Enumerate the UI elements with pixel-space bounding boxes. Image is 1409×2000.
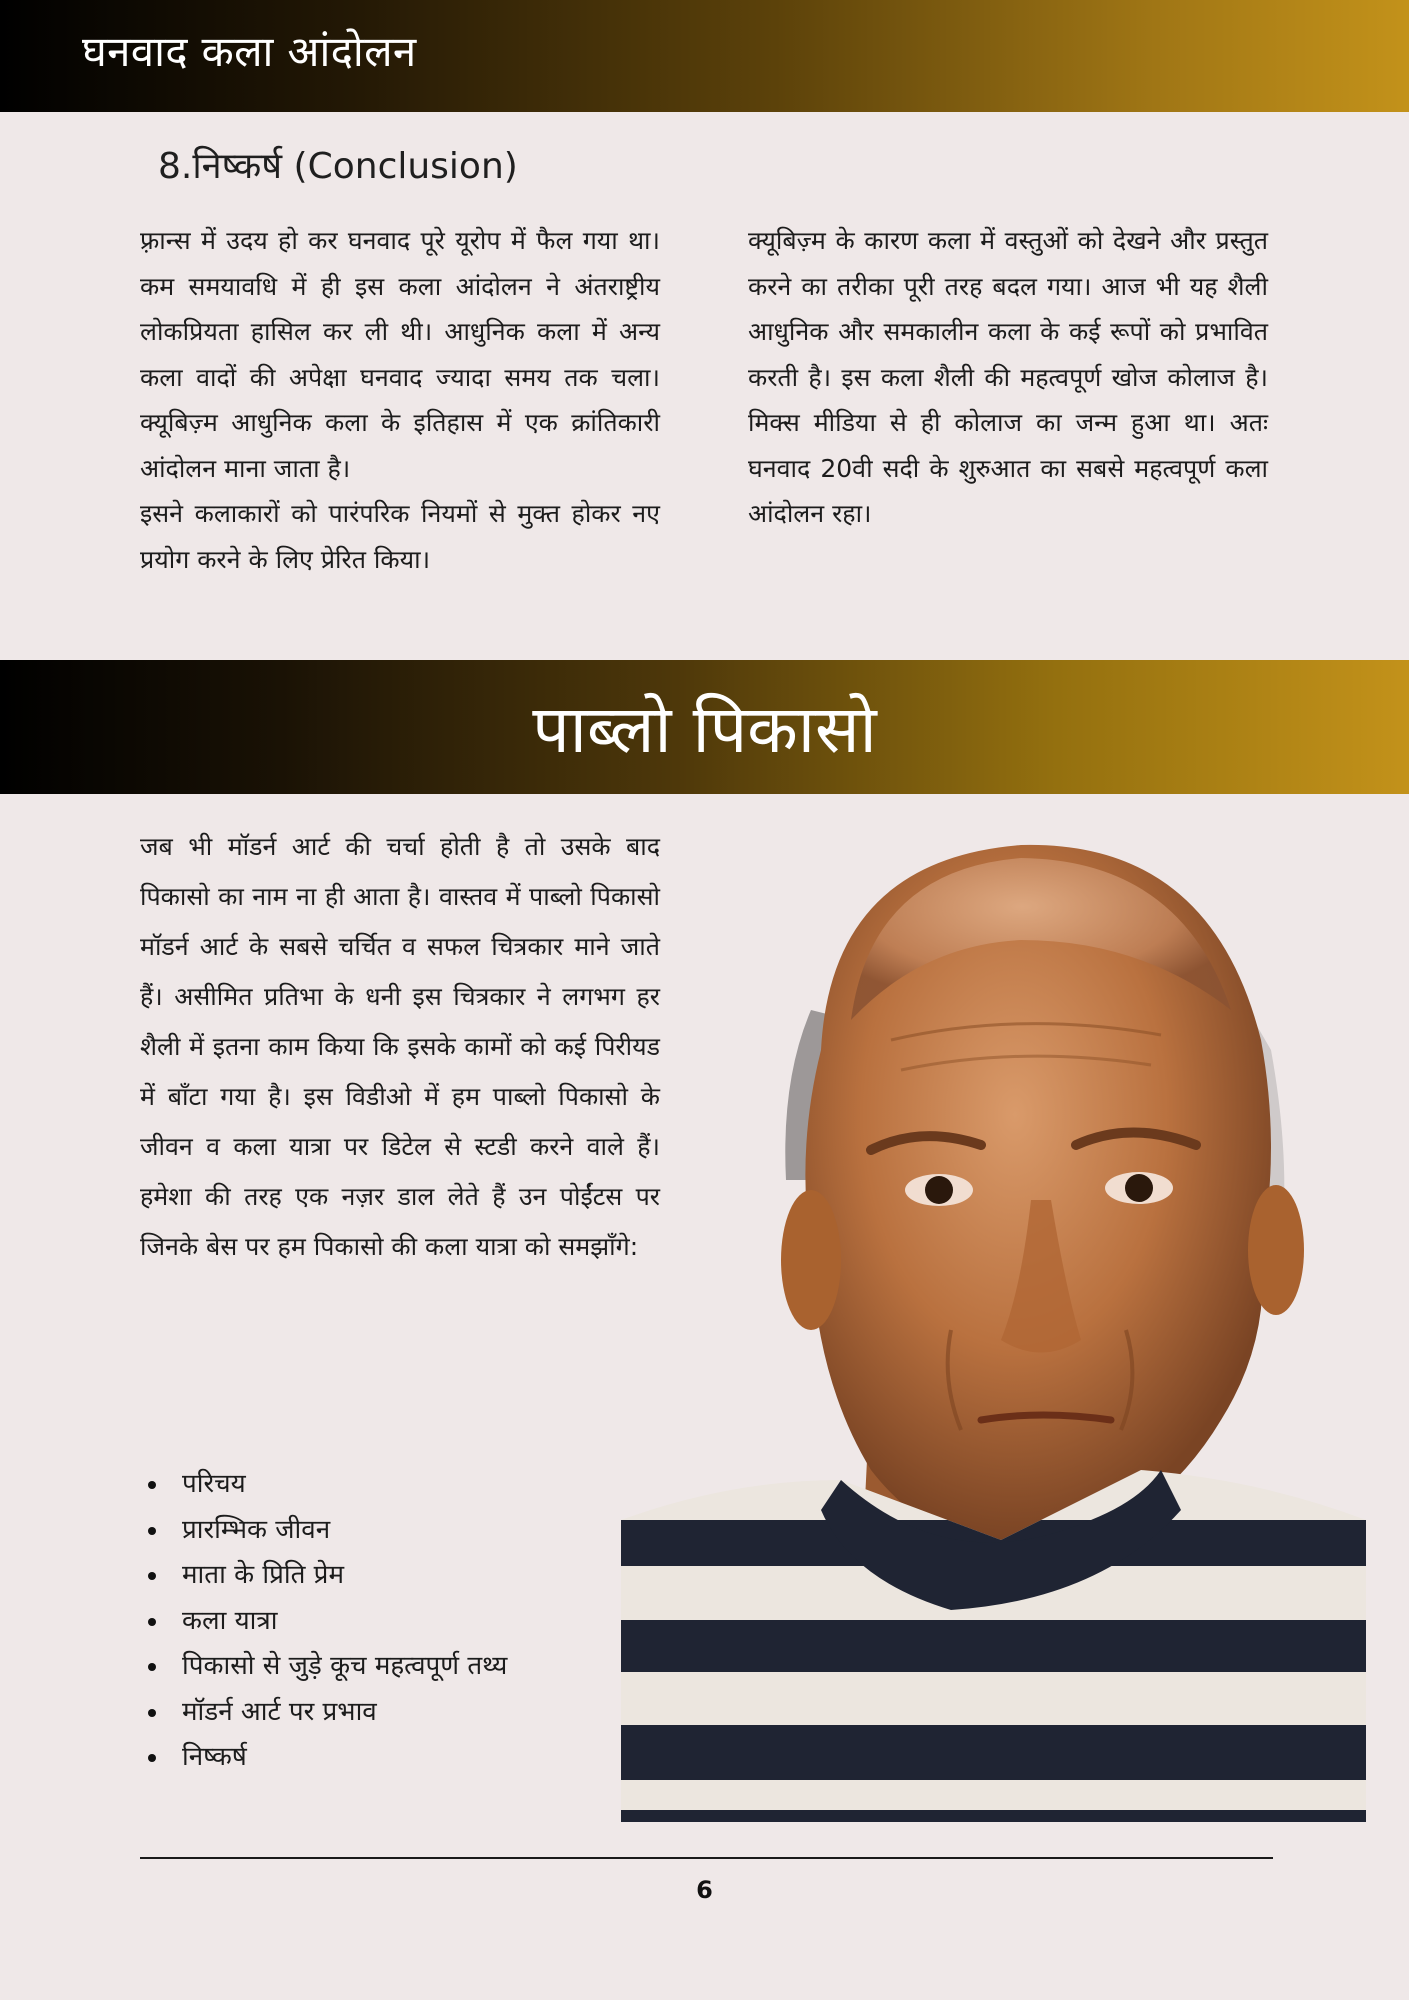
list-item [140, 1508, 640, 1554]
topic-label: पिकासो से जुड़े कूच महत्वपूर्ण तथ्य [182, 1651, 508, 1681]
conclusion-paragraph: इसने कलाकारों को पारंपरिक नियमों से मुक्त होकर नए प्रयोग करने के लिए प्रेरित किया। [140, 499, 660, 574]
chapter-banner [0, 660, 1409, 794]
intro-paragraph: जब भी मॉडर्न आर्ट की चर्चा होती है तो उसके बाद पिकासो का नाम ना ही आता है। वास्तव में पाब्लो पिकासो मॉडर्न आर्ट के सबसे चर्चित व सफल चित्रकार माने जाते हैं। असीमित प्रतिभा के धनी इस चित्रकार ने लगभग हर शैली में इतना काम किया कि इसके कामों को कई पिरीयड में बाँटा गया है। इस विडीओ में हम पाब्लो पिकासो के जीवन व कला यात्रा पर डिटेल से स्टडी करने वाले हैं। हमेशा की तरह एक नज़र डाल लेते हैं उन पोईंटस पर जिनके बेस पर हम पिकासो की कला यात्रा को समझाँगे: [140, 832, 660, 1261]
topic-label: निष्कर्ष [182, 1742, 247, 1772]
bullet-icon [148, 1481, 156, 1489]
chapter-title: पाब्लो पिकासो [532, 691, 877, 768]
bullet-icon [148, 1709, 156, 1717]
bullet-icon [148, 1618, 156, 1626]
topic-label: मॉडर्न आर्ट पर प्रभाव [182, 1696, 377, 1727]
bullet-icon [148, 1527, 156, 1535]
topic-list [140, 1462, 640, 1781]
list-item [140, 1735, 640, 1781]
topic-label: प्रारम्भिक जीवन [182, 1514, 331, 1545]
footer-divider [140, 1857, 1273, 1859]
bullet-icon [148, 1754, 156, 1762]
list-item [140, 1690, 640, 1736]
page-number: 6 [696, 1876, 713, 1904]
list-item [140, 1644, 640, 1690]
portrait-photo [621, 820, 1366, 1822]
topic-label: परिचय [182, 1469, 246, 1499]
list-item [140, 1462, 640, 1508]
conclusion-right-column [748, 218, 1268, 537]
bullet-icon [148, 1663, 156, 1671]
conclusion-paragraph: क्यूबिज़्म के कारण कला में वस्तुओं को देखने और प्रस्तुत करने का तरीका पूरी तरह बदल गया। आज भी यह शैली आधुनिक और समकालीन कला के कई रूपों को प्रभावित करती है। इस कला शैली की महत्वपूर्ण खोज कोलाज है। मिक्स मीडिया से ही कोलाज का जन्म हुआ था। अतः घनवाद 20वी सदी के शुरुआत का सबसे महत्वपूर्ण कला आंदोलन रहा। [748, 226, 1268, 528]
header-bar [0, 0, 1409, 112]
conclusion-left-column [140, 218, 660, 582]
list-item [140, 1599, 640, 1645]
topic-label: माता के प्रिति प्रेम [182, 1560, 345, 1590]
topic-label: कला यात्रा [182, 1605, 278, 1636]
section-heading: 8.निष्कर्ष (Conclusion) [158, 146, 518, 187]
list-item [140, 1553, 640, 1599]
document-title: घनवाद कला आंदोलन [82, 27, 417, 76]
conclusion-paragraph: फ़्रान्स में उदय हो कर घनवाद पूरे यूरोप में फैल गया था। कम समयावधि में ही इस कला आंदोलन ने अंतराष्ट्रीय लोकप्रियता हासिल कर ली थी। आधुनिक कला में अन्य कला वादों की अपेक्षा घनवाद ज्यादा समय तक चला। क्यूबिज़्म आधुनिक कला के इतिहास में एक क्रांतिकारी आंदोलन माना जाता है। [140, 226, 660, 483]
bullet-icon [148, 1572, 156, 1580]
